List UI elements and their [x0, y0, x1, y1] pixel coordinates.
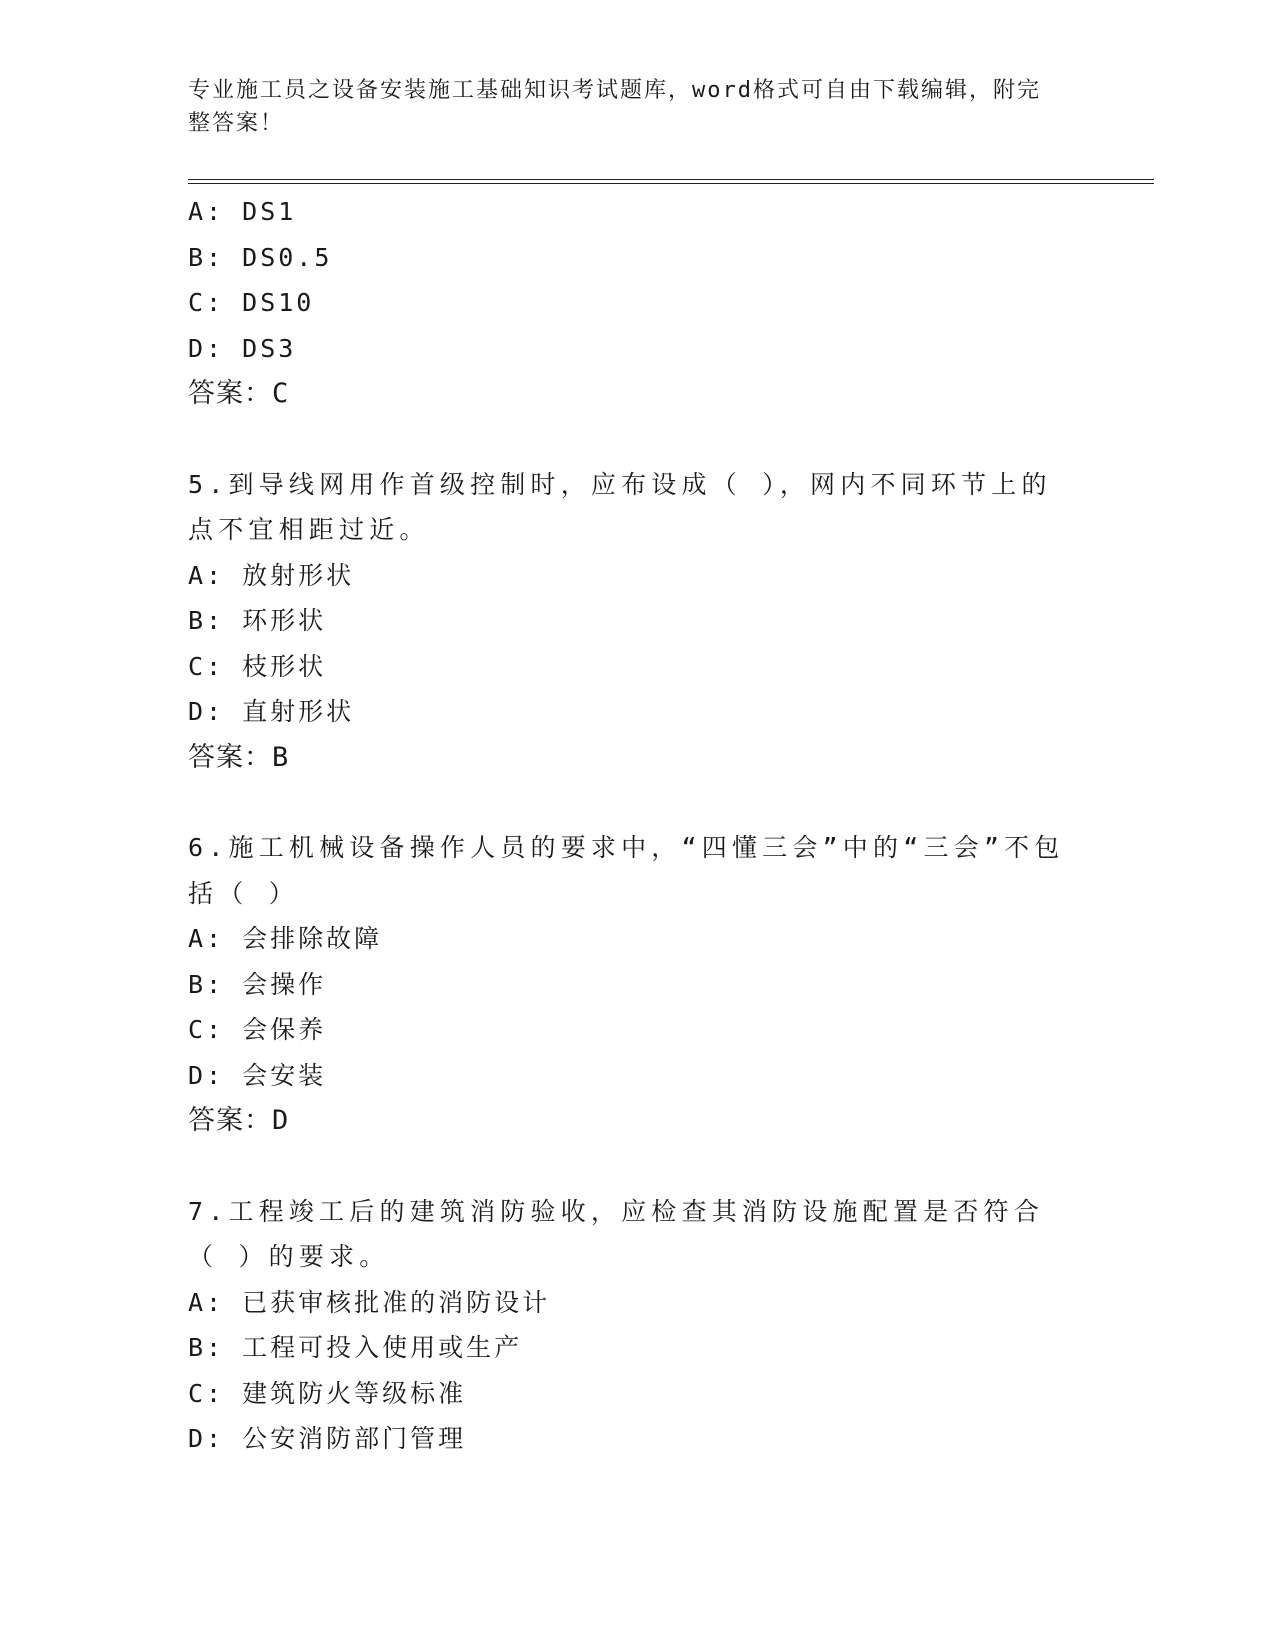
header-line-1: 专业施工员之设备安装施工基础知识考试题库，word格式可自由下载编辑，附完 — [188, 78, 1041, 103]
option-b: B: DS0.5 — [188, 242, 333, 272]
question-block-6 — [188, 825, 1088, 1144]
document-header — [188, 74, 1068, 140]
question-block-4 — [188, 189, 1088, 417]
option-b: B: 环形状 — [188, 606, 327, 635]
question-list — [188, 189, 1088, 1462]
option-c: C: DS10 — [188, 288, 315, 317]
question-block-7 — [188, 1189, 1088, 1462]
answer-line: 答案：C — [188, 378, 290, 409]
option-b: B: 会操作 — [188, 969, 327, 999]
option-c: C: 建筑防火等级标准 — [188, 1378, 467, 1408]
question-text: 6.施工机械设备操作人员的要求中，“四懂三会”中的“三会”不包括（ ） — [188, 833, 1065, 908]
answer-line: 答案：D — [188, 1105, 290, 1136]
header-divider-bottom — [188, 183, 1154, 184]
option-a: A: 会排除故障 — [188, 924, 383, 953]
option-c: C: 枝形状 — [188, 651, 327, 681]
option-d: D: DS3 — [188, 333, 297, 363]
option-d: D: 会安装 — [188, 1060, 327, 1090]
answer-line: 答案：B — [188, 741, 290, 773]
question-text: 7.工程竣工后的建筑消防验收，应检查其消防设施配置是否符合（ ）的要求。 — [188, 1196, 1044, 1271]
header-line-2: 整答案！ — [188, 111, 285, 136]
option-a: A: 放射形状 — [188, 560, 355, 590]
option-c: C: 会保养 — [188, 1015, 327, 1044]
option-d: D: 公安消防部门管理 — [188, 1424, 467, 1453]
option-a: A: 已获审核批准的消防设计 — [188, 1287, 551, 1317]
question-text: 5.到导线网用作首级控制时，应布设成（ ），网内不同环节上的点不宜相距过近。 — [188, 469, 1052, 544]
option-a: A: DS1 — [188, 197, 297, 226]
question-block-5 — [188, 462, 1088, 781]
option-b: B: 工程可投入使用或生产 — [188, 1333, 523, 1362]
option-d: D: 直射形状 — [188, 697, 355, 726]
header-divider-top — [188, 179, 1154, 180]
